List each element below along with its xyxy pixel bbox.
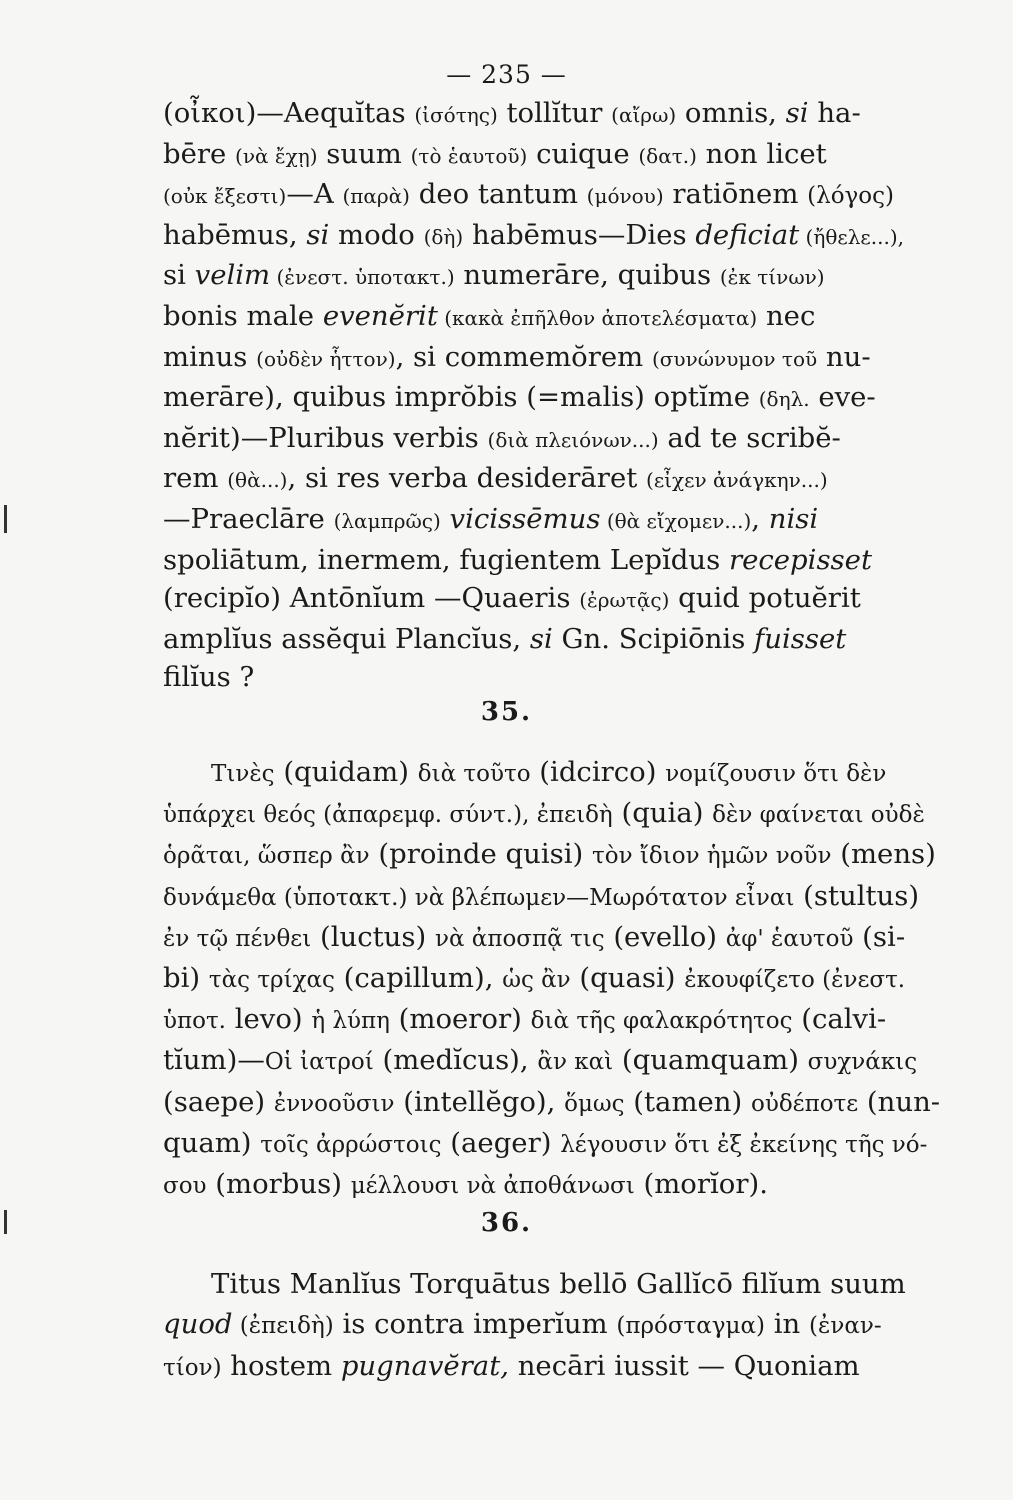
- text-line: merāre), quibus imprŏbis (=malis) optĭme (δηλ. eve-: [163, 381, 876, 414]
- text-line: bi) τὰς τρίχας (capillum), ὡς ἂν (quasi) ἐκουφίζετο (ἐνεστ.: [163, 962, 906, 995]
- text-line: (recipĭo) Antōnĭum —Quaeris (ἐρωτᾷς) quid potuĕrit: [163, 582, 861, 615]
- text-line: quod (ἐπειδὴ) is contra imperĭum (πρόσταγμα) in (ἐναν-: [163, 1308, 882, 1340]
- text-line: tĭum)—Οἱ ἰατροί (medĭcus), ἂν καὶ (quamquam) συχνάκις: [163, 1044, 918, 1077]
- text-line: Titus Manlĭus Torquātus bellō Gallĭcō filĭum suum: [211, 1268, 906, 1300]
- text-line: (οὐκ ἔξεστι)—A (παρὰ) deo tantum (μόνου) ratiōnem (λόγος): [163, 178, 895, 211]
- text-line: τίον) hostem pugnavĕrat, necāri iussit — Quoniam: [163, 1350, 860, 1382]
- text-line: spoliātum, inermem, fugientem Lepĭdus recepisset: [163, 543, 872, 576]
- section-36-text: [163, 1264, 963, 1388]
- scan-margin-mark: [4, 1210, 7, 1234]
- text-line: bonis male evenĕrit (κακὰ ἐπῆλθον ἀποτελέσματα) nec: [163, 299, 816, 332]
- page-number: — 235 —: [446, 60, 567, 89]
- text-line: minus (οὐδὲν ἧττον), si commemŏrem (συνώνυμον τοῦ nu-: [163, 340, 871, 373]
- section-heading-36: 36.: [480, 1208, 533, 1238]
- text-line: filĭus ?: [163, 661, 255, 694]
- section-34-text: [163, 94, 963, 697]
- text-line: si velim (ἐνεστ. ὑποτακτ.) numerāre, quibus (ἐκ τίνων): [163, 259, 825, 292]
- text-line: —Praeclāre (λαμπρῶς) vicissēmus (θὰ εἴχομεν...), nisi: [163, 502, 819, 535]
- text-line: amplĭus assĕqui Plancĭus, si Gn. Scipiōnis fuisset: [163, 622, 847, 655]
- text-line: σου (morbus) μέλλουσι νὰ ἀποθάνωσι (morĭor).: [163, 1168, 768, 1201]
- text-line: quam) τοῖς ἀρρώστοις (aeger) λέγουσιν ὅτι ἐξ ἐκείνης τῆς νό-: [163, 1126, 928, 1159]
- text-line: Τινὲς (quidam) διὰ τοῦτο (idcirco) νομίζουσιν ὅτι δὲν: [211, 756, 887, 788]
- text-line: nĕrit)—Pluribus verbis (διὰ πλειόνων...) ad te scribĕ-: [163, 421, 841, 454]
- text-line: ὑποτ. levo) ἡ λύπη (moeror) διὰ τῆς φαλακρότητος (calvi-: [163, 1003, 887, 1036]
- text-line: (saepe) ἐννοοῦσιν (intellĕgo), ὅμως (tamen) οὐδέποτε (nun-: [163, 1085, 941, 1118]
- scan-margin-mark: [4, 505, 7, 533]
- text-line: rem (θὰ...), si res verba desiderāret (εἶχεν ἀνάγκην...): [163, 462, 828, 495]
- section-heading-35: 35.: [480, 697, 533, 727]
- text-line: habēmus, si modo (δὴ) habēmus—Dies deficiat (ἤθελε...),: [163, 218, 905, 251]
- text-line: ὑπάρχει θεός (ἀπαρεμφ. σύντ.), ἐπειδὴ (quia) δὲν φαίνεται οὐδὲ: [163, 797, 925, 830]
- text-line: δυνάμεθα (ὑποτακτ.) νὰ βλέπωμεν—Μωρότατον εἶναι (stultus): [163, 879, 920, 912]
- text-line: ὁρᾶται, ὥσπερ ἂν (proinde quisi) τὸν ἴδιον ἡμῶν νοῦν (mens): [163, 838, 936, 871]
- text-line: ἐν τῷ πένθει (luctus) νὰ ἀποσπᾷ τις (evello) ἀφ' ἑαυτοῦ (si-: [163, 920, 906, 953]
- section-35-text: [163, 753, 963, 1206]
- text-line: bēre (νὰ ἔχῃ) suum (τὸ ἑαυτοῦ) cuique (δατ.) non licet: [163, 137, 827, 170]
- text-line: (οἶκοι)—Aequĭtas (ἰσότης) tollĭtur (αἴρω) omnis, si ha-: [163, 97, 861, 129]
